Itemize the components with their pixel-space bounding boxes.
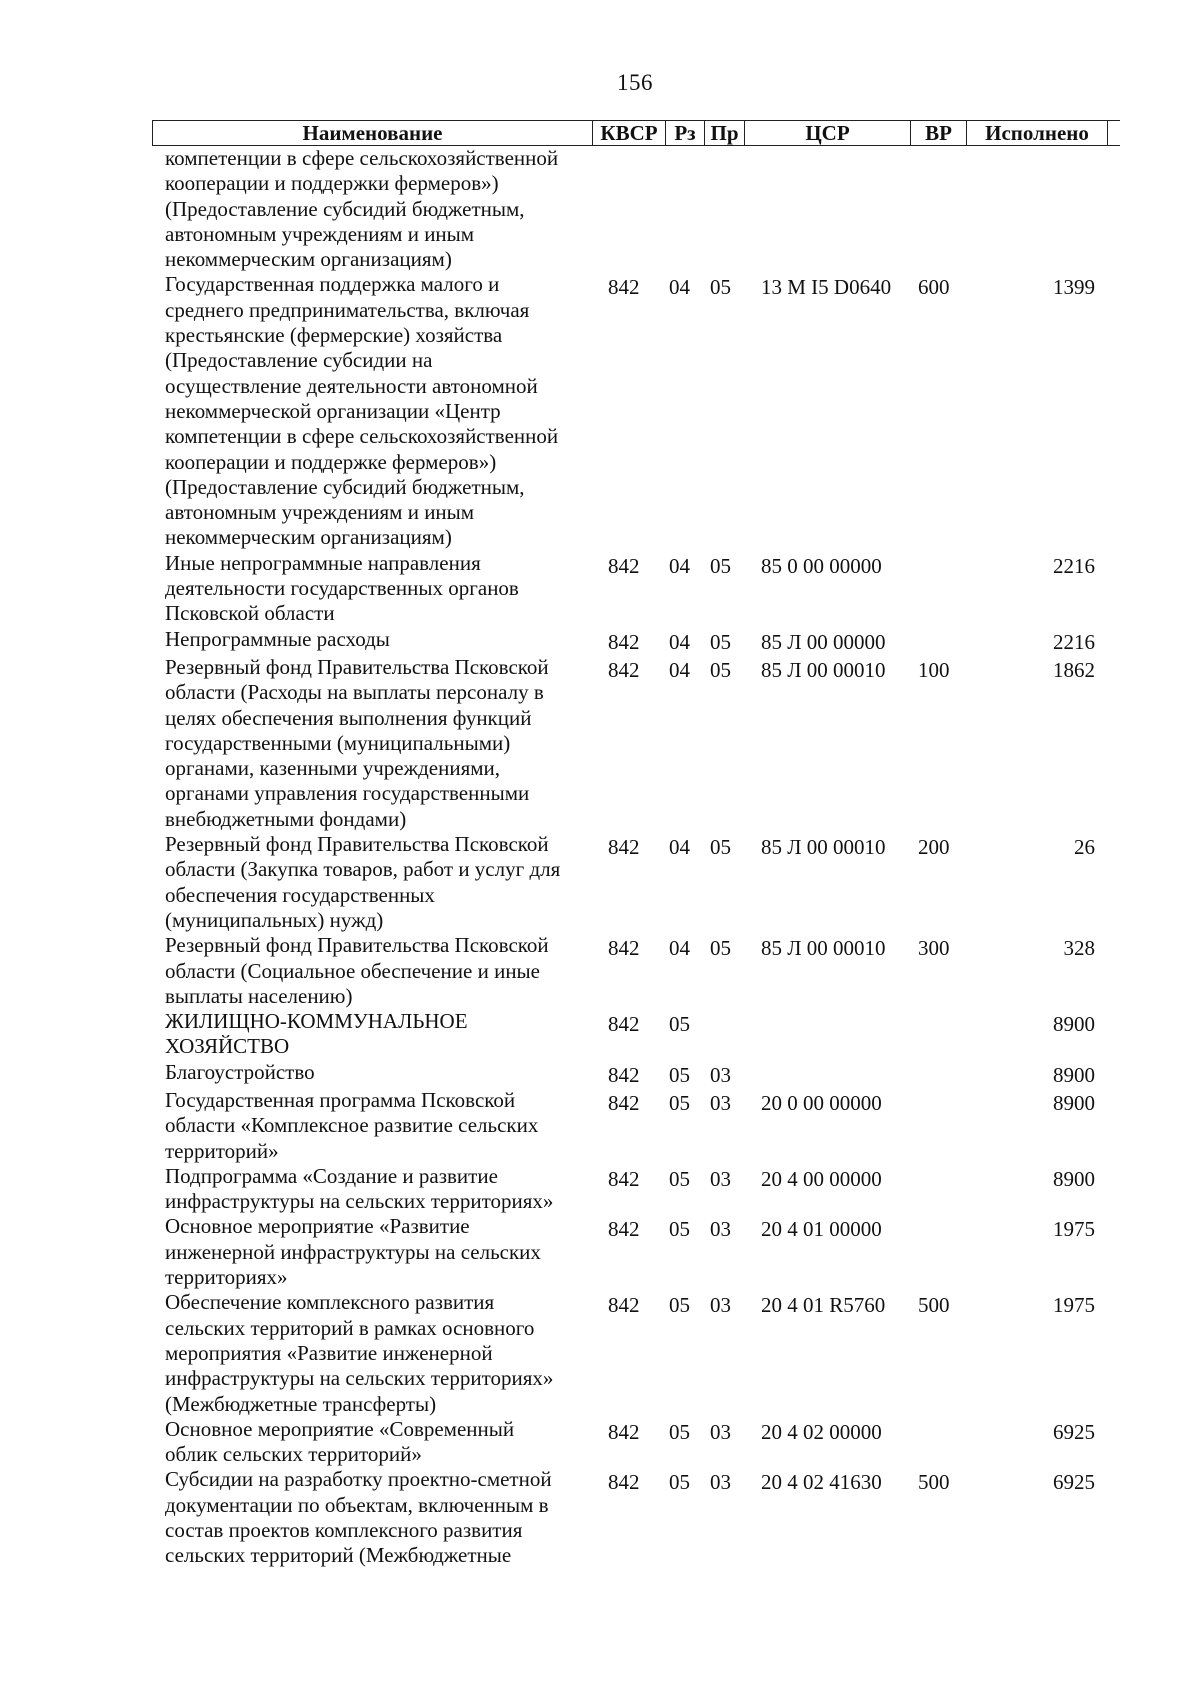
- row-executed: [966, 146, 1107, 272]
- row-vr: 100: [918, 657, 950, 682]
- row-name-line: Благоустройство: [165, 1059, 315, 1084]
- row-name-line: Иные непрограммные направления: [165, 550, 481, 575]
- row-rz: 05: [669, 1166, 690, 1191]
- row-name-line: компетенции в сфере сельскохозяйственной: [165, 424, 559, 449]
- row-name: [152, 1009, 592, 1060]
- row-name: [152, 272, 592, 550]
- row-rz: 05: [669, 1419, 690, 1444]
- row-name: [152, 1417, 592, 1468]
- row-vr: [910, 1164, 966, 1215]
- row-name-line: автономным учреждениям и иным: [165, 500, 475, 525]
- row-name-line: Государственная программа Псковской: [165, 1087, 516, 1112]
- row-name-line: области (Социальное обеспечение и иные: [165, 958, 540, 983]
- row-kvsr: 842: [608, 1166, 640, 1191]
- row-csr: 13 М I5 D0640: [761, 275, 892, 300]
- row-name-line: кооперации и поддержке фермеров»): [165, 449, 497, 474]
- row-kvsr: [592, 146, 665, 272]
- table-header: [152, 120, 1120, 146]
- row-name-line: (Предоставление субсидии на: [165, 348, 433, 373]
- row-pr: 03: [710, 1293, 731, 1318]
- row-name-line: документации по объектам, включенным в: [165, 1492, 549, 1517]
- row-executed: 6925: [1053, 1470, 1095, 1495]
- row-name-line: инженерной инфраструктуры на сельских: [165, 1239, 541, 1264]
- row-name: [152, 1060, 592, 1088]
- row-rz: 04: [669, 835, 690, 860]
- row-name-line: (Предоставление субсидий бюджетным,: [165, 474, 525, 499]
- row-pr: 05: [710, 275, 731, 300]
- row-rz: 05: [669, 1090, 690, 1115]
- row-csr: 85 Л 00 00010: [761, 657, 886, 682]
- row-name-line: ХОЗЯЙСТВО: [165, 1034, 290, 1059]
- row-rz: 05: [669, 1470, 690, 1495]
- row-name: [152, 1214, 592, 1290]
- row-kvsr: 842: [608, 1419, 640, 1444]
- header-vr: ВР: [911, 121, 967, 145]
- row-pr: 03: [710, 1217, 731, 1242]
- row-name: [152, 551, 592, 627]
- row-executed: 8900: [1053, 1090, 1095, 1115]
- row-name-line: области «Комплексное развитие сельских: [165, 1113, 539, 1138]
- header-executed: Исполнено: [967, 121, 1108, 145]
- table-row: [152, 627, 1120, 655]
- row-vr: 300: [918, 936, 950, 961]
- row-name-line: ЖИЛИЩНО-КОММУНАЛЬНОЕ: [165, 1009, 468, 1034]
- row-rz: [665, 146, 704, 272]
- row-name: [152, 1467, 592, 1568]
- table-row: [152, 551, 1120, 627]
- row-rz: 05: [669, 1293, 690, 1318]
- row-pr: 03: [710, 1419, 731, 1444]
- row-pr: [704, 146, 744, 272]
- row-kvsr: 842: [608, 936, 640, 961]
- row-name-line: органами управления государственными: [165, 781, 530, 806]
- row-pr: 05: [710, 553, 731, 578]
- row-name-line: Подпрограмма «Создание и развитие: [165, 1163, 498, 1188]
- row-name-line: крестьянские (фермерские) хозяйства: [165, 323, 503, 348]
- row-name-line: автономным учреждениям и иным: [165, 221, 475, 246]
- row-executed: 1975: [1053, 1293, 1095, 1318]
- row-vr: [910, 627, 966, 655]
- row-name: [152, 933, 592, 1009]
- row-csr: 20 4 02 00000: [761, 1419, 882, 1444]
- table-row: [152, 1088, 1120, 1164]
- row-name-line: кооперации и поддержки фермеров»): [165, 171, 499, 196]
- table-row: [152, 655, 1120, 832]
- row-name-line: осуществление деятельности автономной: [165, 373, 538, 398]
- row-rz: 04: [669, 657, 690, 682]
- row-executed: 1975: [1053, 1217, 1095, 1242]
- row-pr: 03: [710, 1090, 731, 1115]
- row-name-line: Резервный фонд Правительства Псковской: [165, 933, 549, 958]
- row-name-line: внебюджетными фондами): [165, 806, 407, 831]
- row-name-line: (Межбюджетные трансферты): [165, 1391, 437, 1416]
- row-name-line: Основное мероприятие «Развитие: [165, 1214, 470, 1239]
- table-row: [152, 832, 1120, 933]
- row-name-line: инфраструктуры на сельских территориях»: [165, 1189, 554, 1214]
- row-csr: 85 Л 00 00010: [761, 835, 886, 860]
- row-name-line: Резервный фонд Правительства Псковской: [165, 654, 549, 679]
- row-csr: 20 4 01 00000: [761, 1217, 882, 1242]
- row-kvsr: 842: [608, 835, 640, 860]
- row-pr: [704, 1009, 744, 1060]
- row-name-line: среднего предпринимательства, включая: [165, 297, 530, 322]
- row-csr: 20 0 00 00000: [761, 1090, 882, 1115]
- row-pr: 03: [710, 1166, 731, 1191]
- row-kvsr: 842: [608, 1090, 640, 1115]
- row-vr: [910, 1214, 966, 1290]
- row-rz: 05: [669, 1062, 690, 1087]
- table-row: [152, 1164, 1120, 1215]
- row-csr: [744, 1009, 910, 1060]
- row-vr: 500: [918, 1293, 950, 1318]
- row-name-line: территорий»: [165, 1138, 279, 1163]
- row-pr: 05: [710, 835, 731, 860]
- row-name-line: обеспечения государственных: [165, 882, 435, 907]
- row-name-line: области (Расходы на выплаты персоналу в: [165, 680, 544, 705]
- row-name: [152, 1088, 592, 1164]
- row-name-line: деятельности государственных органов: [165, 576, 519, 601]
- row-pr: 03: [710, 1062, 731, 1087]
- table-row: [152, 272, 1120, 550]
- row-name-line: Псковской области: [165, 601, 335, 626]
- row-name-line: некоммерческим организациям): [165, 247, 452, 272]
- row-csr: [744, 146, 910, 272]
- row-name-line: компетенции в сфере сельскохозяйственной: [165, 146, 559, 170]
- header-name: Наименование: [153, 121, 593, 145]
- row-kvsr: 842: [608, 1062, 640, 1087]
- row-name-line: органами, казенными учреждениями,: [165, 756, 501, 781]
- row-name-line: государственными (муниципальными): [165, 730, 511, 755]
- row-executed: 328: [1063, 936, 1095, 961]
- row-executed: 2216: [1053, 629, 1095, 654]
- row-kvsr: 842: [608, 1470, 640, 1495]
- row-executed: 6925: [1053, 1419, 1095, 1444]
- row-csr: 20 4 02 41630: [761, 1470, 882, 1495]
- row-kvsr: 842: [608, 275, 640, 300]
- row-executed: 2216: [1053, 553, 1095, 578]
- row-name-line: Непрограммные расходы: [165, 626, 390, 651]
- row-name-line: области (Закупка товаров, работ и услуг для: [165, 857, 561, 882]
- table-row: [152, 1417, 1120, 1468]
- table-row: [152, 933, 1120, 1009]
- row-vr: [910, 1417, 966, 1468]
- row-name-line: состав проектов комплексного развития: [165, 1518, 523, 1543]
- row-name-line: облик сельских территорий»: [165, 1442, 422, 1467]
- row-name-line: территориях»: [165, 1265, 288, 1290]
- row-pr: 03: [710, 1470, 731, 1495]
- header-rz: Рз: [666, 121, 705, 145]
- row-name-line: выплаты населению): [165, 983, 353, 1008]
- table-row: [152, 1009, 1120, 1060]
- table-body: [152, 146, 1120, 1569]
- row-name-line: мероприятия «Развитие инженерной: [165, 1340, 493, 1365]
- row-kvsr: 842: [608, 1012, 640, 1037]
- row-name-line: (Предоставление субсидий бюджетным,: [165, 196, 525, 221]
- budget-table: [152, 120, 1120, 1569]
- row-csr: 20 4 00 00000: [761, 1166, 882, 1191]
- row-name-line: целях обеспечения выполнения функций: [165, 705, 532, 730]
- row-name: [152, 655, 592, 832]
- row-rz: 05: [669, 1012, 690, 1037]
- table-row: [152, 1214, 1120, 1290]
- row-vr: 600: [918, 275, 950, 300]
- row-kvsr: 842: [608, 1293, 640, 1318]
- table-row: [152, 1290, 1120, 1416]
- row-name-line: некоммерческой организации «Центр: [165, 398, 501, 423]
- row-executed: 8900: [1053, 1062, 1095, 1087]
- row-executed: 1862: [1053, 657, 1095, 682]
- row-name-line: Основное мероприятие «Современный: [165, 1416, 515, 1441]
- row-name-line: сельских территорий (Межбюджетные: [165, 1543, 512, 1568]
- row-executed: 8900: [1053, 1166, 1095, 1191]
- row-name-line: Субсидии на разработку проектно-сметной: [165, 1467, 552, 1492]
- row-vr: 200: [918, 835, 950, 860]
- row-pr: 05: [710, 936, 731, 961]
- row-executed: 8900: [1053, 1012, 1095, 1037]
- row-vr: [910, 1009, 966, 1060]
- row-csr: 85 0 00 00000: [761, 553, 882, 578]
- row-name-line: сельских территорий в рамках основного: [165, 1315, 535, 1340]
- row-name-line: Обеспечение комплексного развития: [165, 1290, 495, 1315]
- row-executed: 1399: [1053, 275, 1095, 300]
- row-kvsr: 842: [608, 629, 640, 654]
- row-csr: [744, 1060, 910, 1088]
- row-name: [152, 1290, 592, 1416]
- row-name-line: Резервный фонд Правительства Псковской: [165, 832, 549, 857]
- table-row: [152, 1060, 1120, 1088]
- row-name: [152, 1164, 592, 1215]
- row-vr: [910, 551, 966, 627]
- row-name-line: инфраструктуры на сельских территориях»: [165, 1366, 554, 1391]
- row-pr: 05: [710, 629, 731, 654]
- row-rz: 05: [669, 1217, 690, 1242]
- row-pr: 05: [710, 657, 731, 682]
- row-kvsr: 842: [608, 1217, 640, 1242]
- row-vr: 500: [918, 1470, 950, 1495]
- row-kvsr: 842: [608, 657, 640, 682]
- table-row: [152, 146, 1120, 272]
- row-name: [152, 146, 592, 272]
- row-rz: 04: [669, 936, 690, 961]
- row-vr: [910, 1088, 966, 1164]
- row-rz: 04: [669, 553, 690, 578]
- row-rz: 04: [669, 275, 690, 300]
- header-pr: Пр: [705, 121, 745, 145]
- row-vr: [910, 1060, 966, 1088]
- row-name-line: Государственная поддержка малого и: [165, 272, 500, 297]
- row-name: [152, 627, 592, 655]
- row-name: [152, 832, 592, 933]
- header-kvsr: КВСР: [593, 121, 666, 145]
- row-kvsr: 842: [608, 553, 640, 578]
- row-csr: 20 4 01 R5760: [761, 1293, 886, 1318]
- row-name-line: некоммерческим организациям): [165, 525, 452, 550]
- header-csr: ЦСР: [745, 121, 911, 145]
- page-number: 156: [617, 70, 653, 95]
- row-rz: 04: [669, 629, 690, 654]
- row-csr: 85 Л 00 00010: [761, 936, 886, 961]
- row-executed: 26: [1074, 835, 1095, 860]
- row-name-line: (муниципальных) нужд): [165, 907, 384, 932]
- table-row: [152, 1467, 1120, 1568]
- row-csr: 85 Л 00 00000: [761, 629, 886, 654]
- row-vr: [910, 146, 966, 272]
